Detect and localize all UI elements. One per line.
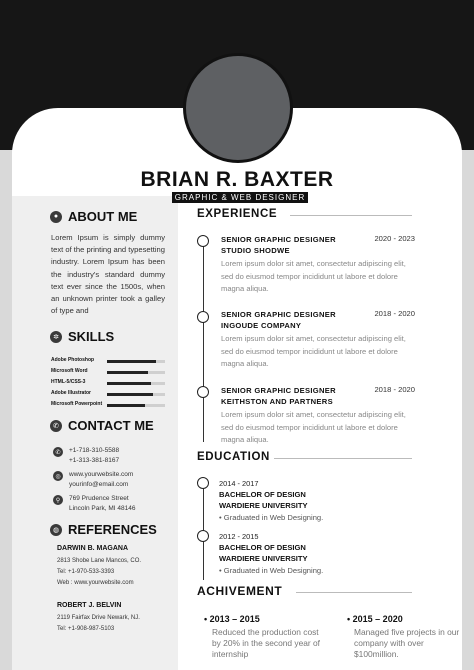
timeline-dot [197,386,209,398]
candidate-role: GRAPHIC & WEB DESIGNER [172,192,308,203]
skill-label: Adobe Photoshop [51,357,95,363]
skill-bar [107,371,165,374]
achievement-title: ACHIVEMENT [197,584,283,598]
job-description: Lorem ipsum dolor sit amet, consectetur adipiscing elit, sed do eiusmod tempor incididunt ut labore et dolore magna aliqua. [221,410,406,444]
about-text: Lorem Ipsum is simply dummy text of the printing and typesetting industry. Lorem Ipsum has been the industry's standard dummy text ever since the 1500s, when an unknown printer took a galley of type and [51,233,165,316]
address-line: 769 Prudence Street [69,495,129,502]
skill-bar-fill [107,371,148,374]
skill-bar-fill [107,360,156,363]
achievement-description: Reduced the production cost by 20% in the second year of internship [212,627,321,659]
job-item [221,385,415,447]
timeline-dot [197,477,209,489]
about-heading [50,209,137,224]
skills-title: SKILLS [68,329,115,344]
divider [274,458,412,459]
reference-address: 2119 Fairfax Drive Newark, NJ. [57,615,140,621]
skills-heading [50,329,114,344]
education-item [219,478,399,525]
reference-name: ROBERT J. BELVIN [57,602,122,609]
user-icon: ● [50,211,62,223]
job-description: Lorem ipsum dolor sit amet, consectetur adipiscing elit, sed do eiusmod tempor incididunt ut labore et dolore magna aliqua. [221,259,406,293]
education-school: WARDIERE UNIVERSITY [219,554,308,563]
references-title: REFERENCES [68,522,157,537]
education-note: • Graduated in Web Designing. [219,513,324,522]
skill-item [51,401,169,411]
education-degree: BACHELOR OF DESIGN [219,490,306,499]
right-margin [462,150,474,670]
skill-bar-fill [107,393,153,396]
job-item [221,234,415,296]
skill-bar-fill [107,382,151,385]
job-company: KEITHSTON AND PARTNERS [221,397,333,406]
reference-address: 2813 Shobe Lane Mancos, CO. [57,558,142,564]
achievement-years: • 2015 – 2020 [347,614,403,624]
skill-bar [107,393,165,396]
phone-number: +1-313-381-8167 [69,456,120,464]
education-school: WARDIERE UNIVERSITY [219,501,308,510]
timeline-dot [197,530,209,542]
job-title: SENIOR GRAPHIC DESIGNER [221,235,336,244]
reference-name: DARWIN B. MAGANA [57,545,129,552]
reference-item [57,602,167,635]
reference-tel: Tel: +1-908-987-5103 [57,626,115,632]
job-company: INGOUDE COMPANY [221,321,302,330]
education-years: 2012 - 2015 [219,532,259,541]
skill-label: Microsoft Word [51,368,88,374]
achievement-item [204,614,324,660]
location-pin-icon: ⚲ [53,495,63,505]
phone-icon: ✆ [53,447,63,457]
skill-item [51,357,169,367]
skill-bar-fill [107,404,145,407]
skill-item [51,390,169,400]
job-item [221,309,415,371]
skill-label: HTML-5/CSS-3 [51,379,86,385]
job-description: Lorem ipsum dolor sit amet, consectetur adipiscing elit, sed do eiusmod tempor incididunt ut labore et dolore magna aliqua. [221,334,406,368]
achievement-item [347,614,467,660]
phone-number: +1-718-310-5588 [69,447,120,454]
job-years: 2020 - 2023 [374,234,415,243]
education-note: • Graduated in Web Designing. [219,566,324,575]
achievement-description: Managed five projects in our company with over $100million. [354,627,460,659]
references-heading [50,522,157,537]
left-margin [0,150,12,670]
contact-title: CONTACT ME [68,418,154,433]
education-years: 2014 - 2017 [219,479,259,488]
contact-web [53,470,133,489]
skill-bar [107,360,165,363]
job-title: SENIOR GRAPHIC DESIGNER [221,386,336,395]
contact-heading [50,418,154,433]
people-icon: ◍ [50,524,62,536]
timeline-line [203,242,204,442]
divider [296,592,412,593]
reference-item [57,545,167,589]
education-item [219,531,399,578]
skill-bar [107,404,165,407]
job-title: SENIOR GRAPHIC DESIGNER [221,310,336,319]
education-note-text: Graduated in Web Designing. [223,513,324,522]
education-degree: BACHELOR OF DESIGN [219,543,306,552]
address-line: Lincoln Park, MI 48146 [69,504,136,512]
contact-phone [53,446,119,465]
achievement-years: • 2013 – 2015 [204,614,260,624]
contact-address [53,494,135,513]
experience-title: EXPERIENCE [197,208,278,220]
reference-web: Web : www.yourwebsite.com [57,580,134,586]
divider [290,215,412,216]
website[interactable]: www.yourwebsite.com [69,471,134,478]
skill-bar [107,382,165,385]
skill-item [51,368,169,378]
timeline-dot [197,311,209,323]
skill-item [51,379,169,389]
skill-label: Microsoft Powerpoint [51,401,103,407]
phone-icon: ✆ [50,420,62,432]
achievement-years-text: 2015 – 2020 [352,614,403,624]
candidate-name: BRIAN R. BAXTER [140,168,334,191]
education-note-text: Graduated in Web Designing. [223,566,324,575]
globe-icon: ◎ [53,471,63,481]
email[interactable]: yourinfo@email.com [69,480,129,488]
about-title: ABOUT ME [68,209,138,224]
gear-icon: ✲ [50,331,62,343]
profile-photo-placeholder [183,53,293,163]
job-years: 2018 - 2020 [374,309,415,318]
job-years: 2018 - 2020 [374,385,415,394]
reference-tel: Tel: +1-970-533-3393 [57,569,115,575]
education-title: EDUCATION [197,451,270,463]
skill-label: Adobe Illustrator [51,390,92,396]
job-company: STUDIO SHODWE [221,246,290,255]
timeline-dot [197,235,209,247]
achievement-years-text: 2013 – 2015 [209,614,260,624]
